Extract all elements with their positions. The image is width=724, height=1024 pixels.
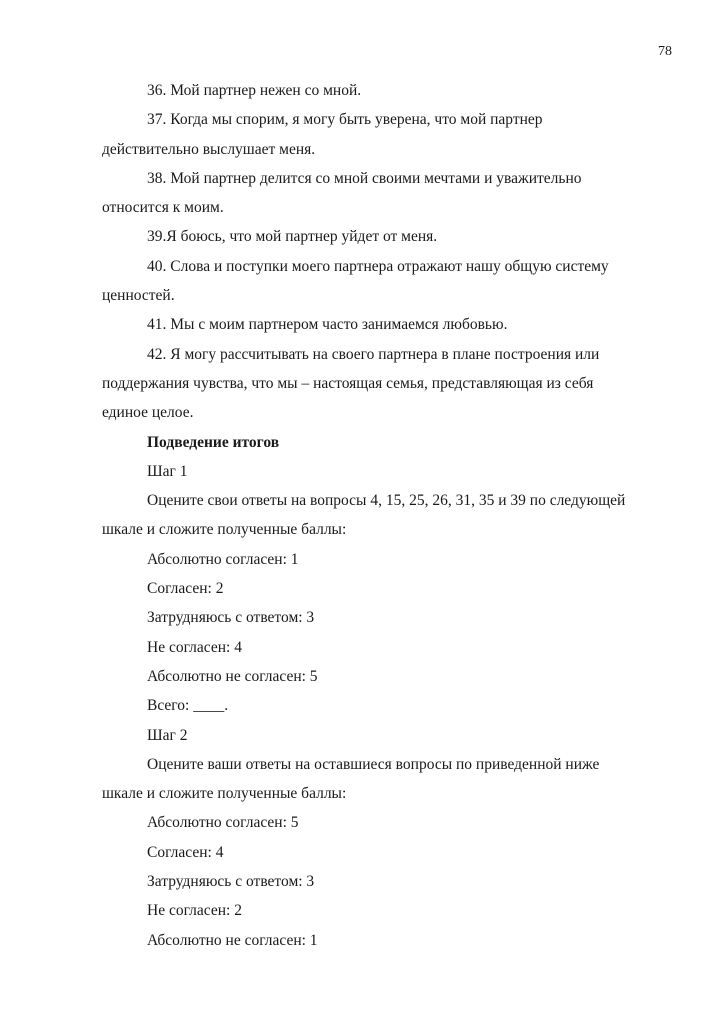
page-number: 78 [658, 44, 672, 59]
question-37-line-1: 37. Когда мы спорим, я могу быть уверена, что мой партнер [147, 111, 543, 129]
step-2-title: Шаг 2 [147, 726, 188, 744]
step-1-intro-line-2: шкале и сложите полученные баллы: [102, 521, 347, 539]
step-2-scale-item: Не согласен: 2 [147, 902, 242, 920]
question-40-line-1: 40. Слова и поступки моего партнера отражают нашу общую систему [147, 257, 609, 275]
step-1-intro-line-1: Оцените свои ответы на вопросы 4, 15, 25, 26, 31, 35 и 39 по следующей [147, 492, 626, 510]
question-42-line-3: единое целое. [102, 404, 194, 422]
step-2-scale-item: Абсолютно согласен: 5 [147, 814, 299, 832]
step-1-scale-item: Абсолютно не согласен: 5 [147, 667, 318, 685]
step-1-total: Всего: ____. [147, 697, 229, 715]
step-1-scale-item: Абсолютно согласен: 1 [147, 550, 299, 568]
step-1-scale-item: Затрудняюсь с ответом: 3 [147, 609, 315, 627]
step-2-intro-line-1: Оцените ваши ответы на оставшиеся вопросы по приведенной ниже [147, 755, 600, 773]
question-39: 39.Я боюсь, что мой партнер уйдет от меня. [147, 228, 438, 246]
question-36: 36. Мой партнер нежен со мной. [147, 82, 362, 99]
question-42-line-1: 42. Я могу рассчитывать на своего партнера в плане построения или [147, 345, 600, 363]
step-2-scale-item: Согласен: 4 [147, 843, 224, 861]
question-40-line-2: ценностей. [102, 287, 175, 305]
step-2-scale-item: Затрудняюсь с ответом: 3 [147, 873, 315, 891]
document-body [102, 76, 674, 955]
step-1-scale-item: Согласен: 2 [147, 580, 224, 598]
step-1-scale-item: Не согласен: 4 [147, 638, 242, 656]
step-2-intro-line-2: шкале и сложите полученные баллы: [102, 785, 347, 803]
question-38-line-1: 38. Мой партнер делится со мной своими мечтами и уважительно [147, 169, 582, 187]
question-41: 41. Мы с моим партнером часто занимаемся любовью. [147, 316, 508, 334]
question-38-line-2: относится к моим. [102, 199, 224, 217]
question-42-line-2: поддержания чувства, что мы – настоящая семья, представляющая из себя [102, 374, 594, 392]
step-2-scale-item: Абсолютно не согласен: 1 [147, 931, 318, 949]
section-heading: Подведение итогов [147, 433, 280, 451]
question-37-line-2: действительно выслушает меня. [102, 140, 316, 158]
step-1-title: Шаг 1 [147, 462, 188, 480]
